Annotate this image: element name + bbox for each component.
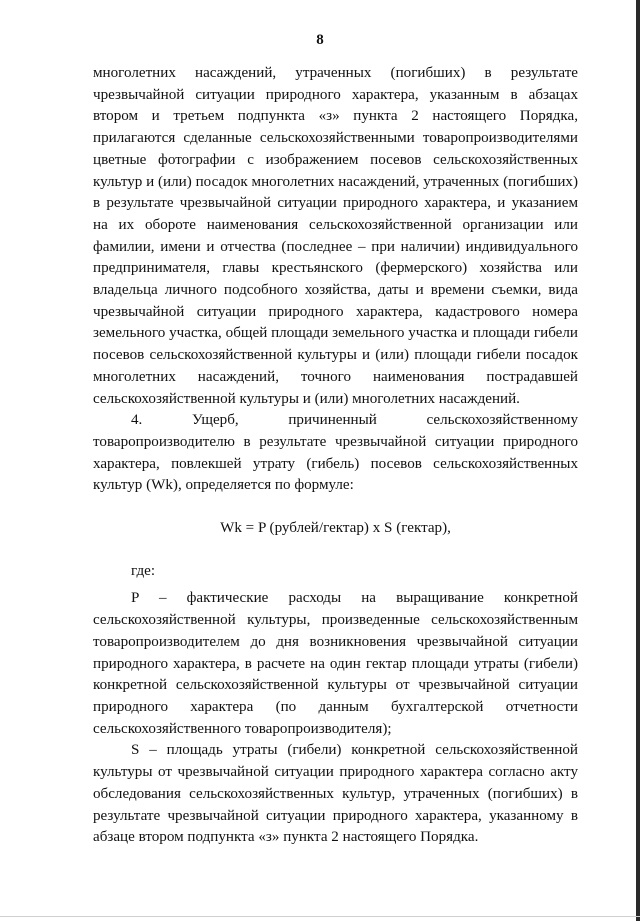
paragraph-p-definition: P – фактические расходы на выращивание конкретной сельскохозяйственной культуры, произведенные сельскохозяйственным товаропроизводителем до дня возникновения чрезвычайной ситуации природного характера, в расчете на один гектар площади утраты (гибели) конкретной сельскохозяйственной культуры от чрезвычайной ситуации природного характера (по данным бухгалтерской отчетности сельскохозяйственного товаропроизводителя); (93, 590, 578, 737)
page-number: 8 (316, 32, 324, 48)
where-label: где: (131, 562, 156, 579)
document-body (93, 63, 578, 849)
damage-formula: Wk = P (рублей/гектар) x S (гектар), (220, 520, 451, 537)
paragraph-s-definition: S – площадь утраты (гибели) конкретной сельскохозяйственной культуры от чрезвычайной ситуации природного характера согласно акту обследования сельскохозяйственных культур, утраченных (погибших) в результате чрезвычайной ситуации природного характера, указанному в абзаце втором подпункта «з» пункта 2 настоящего Порядка. (93, 742, 578, 846)
paragraph-photos-requirement: многолетних насаждений, утраченных (погибших) в результате чрезвычайной ситуации природного характера, указанным в абзацах втором и третьем подпункта «з» пункта 2 настоящего Порядка, прилагаются сделанные сельскохозяйственными товаропроизводителями цветные фотографии с изображением посевов сельскохозяйственных культур и (или) посадок многолетних насаждений, утраченных (погибших) в результате чрезвычайной ситуации природного характера, и указанием на их обороте наименования сельскохозяйственной организации или фамилии, имени и отчества (последнее – при наличии) индивидуального предпринимателя, главы крестьянского (фермерского) хозяйства или владельца личного подсобного хозяйства, даты и времени съемки, вида чрезвычайной ситуации природного характера, кадастрового номера земельного участка, общей площади земельного участка и площади гибели посевов сельскохозяйственной культуры и (или) площади гибели посадок многолетних насаждений, точного наименования пострадавшей сельскохозяйственной культуры и (или) многолетних насаждений. (93, 65, 578, 407)
scan-right-edge (636, 0, 640, 921)
scan-bottom-edge (0, 916, 640, 917)
paragraph-damage-definition: 4. Ущерб, причиненный сельскохозяйственному товаропроизводителю в результате чрезвычайной ситуации природного характера, повлекшей утрату (гибель) посевов сельскохозяйственных культур (Wk), определяется по формуле: (93, 412, 578, 494)
